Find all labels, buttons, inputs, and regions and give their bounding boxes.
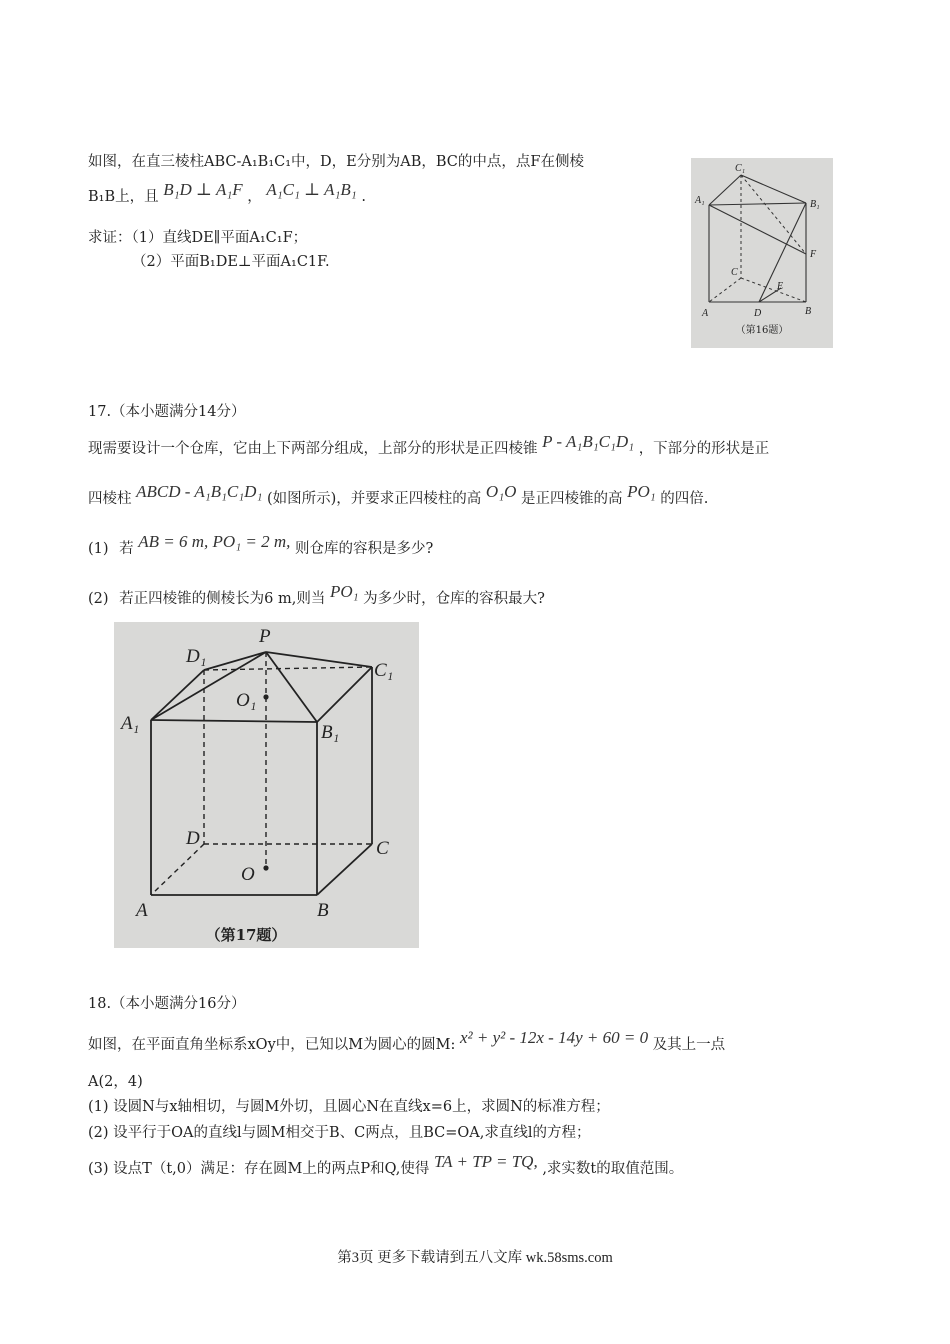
q16-label-a: A [702,308,709,319]
q16-label-c1: C₁ [735,163,746,174]
q16-label-c: C [731,267,738,278]
q16-proof-2: （2）平面B₁DE⊥平面A₁C1F. [132,254,330,270]
q17-p2-math1: ABCD - A₁B₁C₁D₁ [136,482,263,501]
q16-label-d: D [754,308,762,319]
q16-label-b1: B₁ [810,199,820,210]
q16-line1: 如图，在直三棱柱ABC-A₁B₁C₁中，D，E分别为AB，BC的中点，点F在侧棱 [88,154,584,170]
q17-s1-math: AB = 6 m, PO₁ = 2 m, [138,532,291,551]
q16-sep: ， [247,189,262,205]
q17-label-c1: C₁ [374,660,394,681]
q18-sub3 [88,1152,684,1179]
q16-line2 [88,180,366,207]
q17-label-o1: O₁ [236,690,257,711]
q17-s2-text-b: 为多少时，仓库的容积最大? [363,591,545,607]
q17-label-a: A [136,900,148,921]
q17-p2-text-a: 四棱柱 [88,491,132,507]
q18-header: 18.（本小题满分16分） [88,996,246,1012]
q16-figure [691,158,833,348]
q16-label-a1: A₁ [695,195,705,206]
q16-proof-1: 求证：（1）直线DE∥平面A₁C₁F； [88,230,308,246]
q17-p2-text-c: 是正四棱锥的高 [521,491,623,507]
q16-label-b: B [805,306,812,317]
q17-sub1 [88,532,434,559]
q17-p1-text-a: 现需要设计一个仓库，它由上下两部分组成，上部分的形状是正四棱锥 [88,441,538,457]
q16-math2: A₁C₁ ⊥ A₁B₁ [266,180,357,199]
q17-s1-text-a: 若 [119,541,134,557]
q18-p1-math: x² + y² - 12x - 14y + 60 = 0 [459,1028,649,1047]
q17-label-p: P [259,626,271,647]
q17-s1-num: (1) [88,541,109,557]
q18-sub1: (1) 设圆N与x轴相切，与圆M外切，且圆心N在直线x=6上，求圆N的标准方程； [88,1099,610,1115]
q18-para2: A(2，4) [88,1074,143,1090]
q17-label-c: C [376,838,389,859]
q16-label-f: F [810,249,817,260]
q16-math1: B₁D ⊥ A₁F [163,180,243,199]
q16-label-e: E [777,281,784,292]
q18-s3-text-b: ,求实数t的取值范围。 [542,1161,684,1177]
q17-label-a1: A₁ [121,713,140,734]
q17-p1-text-b: ，下部分的形状是正 [638,441,770,457]
q17-figure-caption: （第17题） [205,926,287,944]
q17-para1 [88,432,770,459]
q17-s1-text-b: 则仓库的容积是多少? [294,541,434,557]
q17-p1-math: P - A₁B₁C₁D₁ [542,432,635,451]
q17-label-o: O [241,864,255,885]
q18-p1-text-a: 如图，在平面直角坐标系xOy中，已知以M为圆心的圆M: [88,1037,456,1053]
q16-figure-caption: （第16题） [735,325,789,336]
q18-s3-text-a: (3) 设点T（t,0）满足：存在圆M上的两点P和Q,使得 [88,1161,430,1177]
q17-para2 [88,482,709,509]
q18-sub2: (2) 设平行于OA的直线l与圆M相交于B、C两点，且BC=OA,求直线l的方程； [88,1125,591,1141]
q18-p1-text-b: 及其上一点 [652,1037,726,1053]
q17-p2-text-b: (如图所示)，并要求正四棱柱的高 [266,491,482,507]
q17-s2-math: PO₁ [329,582,359,601]
page-footer: 第3页 更多下载请到五八文库 wk.58sms.com [337,1250,613,1266]
q17-header: 17.（本小题满分14分） [88,404,246,420]
q18-s3-math: TA + TP = TQ, [433,1152,538,1171]
q17-label-b1: B₁ [321,722,340,743]
q17-s2-text-a: 若正四棱锥的侧棱长为6 m,则当 [119,591,326,607]
q16-line2-text: B₁B上，且 [88,189,159,205]
q17-s2-num: (2) [88,591,109,607]
q17-label-d: D [186,828,200,849]
q16-end: . [361,189,366,205]
q17-p2-text-d: 的四倍. [660,491,709,507]
q17-figure [114,622,419,948]
q17-p2-math2: O₁O [485,482,517,501]
q17-p2-math3: PO₁ [627,482,656,501]
q17-label-b: B [317,900,329,921]
q18-para1 [88,1028,726,1055]
q17-sub2 [88,582,545,609]
q17-label-d1: D₁ [186,646,207,667]
